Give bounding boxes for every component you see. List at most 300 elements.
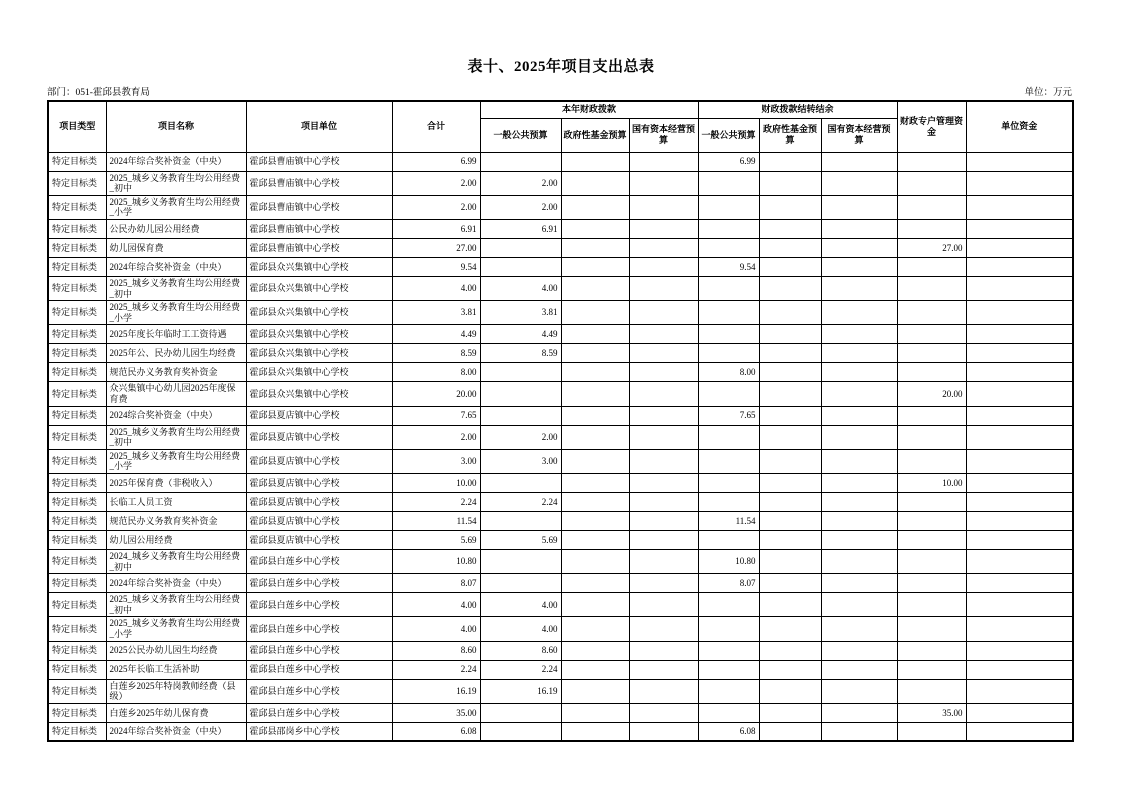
cell-co-gov-fund (759, 593, 821, 617)
cell-cy-gov-fund (561, 425, 629, 449)
cell-cy-general-public: 4.00 (480, 617, 561, 641)
cell-unit-funds (966, 593, 1073, 617)
cell-project-unit: 霍邱县众兴集镇中心学校 (246, 301, 392, 325)
cell-total: 10.80 (392, 550, 480, 574)
cell-total: 2.24 (392, 493, 480, 512)
cell-co-general-public: 11.54 (698, 512, 759, 531)
cell-project-unit: 霍邱县众兴集镇中心学校 (246, 276, 392, 300)
cell-project-unit: 霍邱县白莲乡中心学校 (246, 679, 392, 703)
cell-co-general-public (698, 493, 759, 512)
cell-cy-general-public (480, 550, 561, 574)
cell-total: 20.00 (392, 382, 480, 406)
cell-total: 4.00 (392, 593, 480, 617)
col-group-carryover: 财政拨款结转结余 (698, 101, 897, 118)
cell-project-name: 2025_城乡义务教育生均公用经费_初中 (106, 593, 246, 617)
cell-cy-gov-fund (561, 531, 629, 550)
col-header-cy-general-public: 一般公共预算 (480, 118, 561, 152)
cell-unit-funds (966, 219, 1073, 238)
table-row (48, 152, 1073, 171)
cell-co-gov-fund (759, 382, 821, 406)
cell-special-account (897, 363, 966, 382)
cell-special-account (897, 425, 966, 449)
cell-project-name: 2025年度长年临时工工资待遇 (106, 325, 246, 344)
cell-total: 5.69 (392, 531, 480, 550)
cell-project-unit: 霍邱县夏店镇中心学校 (246, 449, 392, 473)
cell-unit-funds (966, 344, 1073, 363)
cell-cy-general-public (480, 382, 561, 406)
cell-cy-state-capital (629, 679, 698, 703)
cell-cy-general-public (480, 406, 561, 425)
cell-cy-general-public (480, 703, 561, 722)
cell-cy-state-capital (629, 425, 698, 449)
cell-project-name: 2025_城乡义务教育生均公用经费_小学 (106, 449, 246, 473)
cell-total: 6.91 (392, 219, 480, 238)
cell-co-general-public (698, 382, 759, 406)
cell-cy-general-public (480, 574, 561, 593)
col-group-current-year: 本年财政拨款 (480, 101, 698, 118)
cell-special-account: 20.00 (897, 382, 966, 406)
cell-co-general-public (698, 425, 759, 449)
table-row (48, 679, 1073, 703)
cell-cy-general-public: 2.00 (480, 425, 561, 449)
cell-co-gov-fund (759, 363, 821, 382)
cell-project-type: 特定目标类 (48, 219, 106, 238)
page-title: 表十、2025年项目支出总表 (467, 59, 655, 75)
cell-project-name: 2024综合奖补资金（中央） (106, 406, 246, 425)
cell-cy-gov-fund (561, 382, 629, 406)
table-row (48, 219, 1073, 238)
cell-co-general-public (698, 703, 759, 722)
cell-cy-state-capital (629, 257, 698, 276)
cell-special-account (897, 722, 966, 741)
cell-project-type: 特定目标类 (48, 195, 106, 219)
cell-unit-funds (966, 195, 1073, 219)
cell-total: 16.19 (392, 679, 480, 703)
table-row (48, 641, 1073, 660)
cell-special-account (897, 276, 966, 300)
cell-cy-gov-fund (561, 171, 629, 195)
cell-co-state-capital (821, 325, 897, 344)
cell-co-general-public: 9.54 (698, 257, 759, 276)
cell-project-name: 2025_城乡义务教育生均公用经费_初中 (106, 425, 246, 449)
cell-project-type: 特定目标类 (48, 301, 106, 325)
table-row (48, 363, 1073, 382)
cell-unit-funds (966, 238, 1073, 257)
cell-project-type: 特定目标类 (48, 152, 106, 171)
cell-project-name: 白莲乡2025年幼儿保育费 (106, 703, 246, 722)
table-row (48, 406, 1073, 425)
cell-special-account: 27.00 (897, 238, 966, 257)
col-header-project-name: 项目名称 (106, 101, 246, 152)
cell-co-state-capital (821, 152, 897, 171)
cell-unit-funds (966, 425, 1073, 449)
cell-project-name: 2025年长临工生活补助 (106, 660, 246, 679)
cell-special-account (897, 550, 966, 574)
cell-total: 7.65 (392, 406, 480, 425)
cell-special-account (897, 593, 966, 617)
cell-project-type: 特定目标类 (48, 574, 106, 593)
cell-project-unit: 霍邱县曹庙镇中心学校 (246, 152, 392, 171)
cell-co-general-public (698, 449, 759, 473)
cell-special-account (897, 344, 966, 363)
cell-co-gov-fund (759, 679, 821, 703)
table-row (48, 593, 1073, 617)
cell-project-unit: 霍邱县白莲乡中心学校 (246, 641, 392, 660)
cell-special-account (897, 219, 966, 238)
department-label: 部门：051-霍邱县教育局 (47, 88, 150, 98)
cell-cy-state-capital (629, 531, 698, 550)
cell-project-name: 公民办幼儿园公用经费 (106, 219, 246, 238)
table-row (48, 325, 1073, 344)
cell-co-gov-fund (759, 550, 821, 574)
cell-cy-gov-fund (561, 257, 629, 276)
cell-special-account (897, 531, 966, 550)
cell-special-account (897, 406, 966, 425)
cell-cy-gov-fund (561, 219, 629, 238)
cell-special-account (897, 257, 966, 276)
cell-unit-funds (966, 703, 1073, 722)
cell-special-account (897, 171, 966, 195)
cell-special-account: 10.00 (897, 474, 966, 493)
cell-project-unit: 霍邱县白莲乡中心学校 (246, 617, 392, 641)
cell-project-name: 2025公民办幼儿园生均经费 (106, 641, 246, 660)
cell-cy-state-capital (629, 219, 698, 238)
cell-project-name: 规范民办义务教育奖补资金 (106, 512, 246, 531)
cell-unit-funds (966, 493, 1073, 512)
cell-total: 35.00 (392, 703, 480, 722)
cell-unit-funds (966, 406, 1073, 425)
cell-total: 9.54 (392, 257, 480, 276)
cell-total: 4.00 (392, 276, 480, 300)
cell-project-unit: 霍邱县众兴集镇中心学校 (246, 257, 392, 276)
cell-co-state-capital (821, 679, 897, 703)
cell-project-type: 特定目标类 (48, 406, 106, 425)
cell-cy-general-public: 2.24 (480, 493, 561, 512)
table-row (48, 171, 1073, 195)
cell-special-account (897, 325, 966, 344)
cell-cy-general-public: 2.24 (480, 660, 561, 679)
cell-cy-state-capital (629, 301, 698, 325)
cell-project-unit: 霍邱县众兴集镇中心学校 (246, 344, 392, 363)
cell-special-account (897, 574, 966, 593)
table-row (48, 238, 1073, 257)
cell-co-general-public (698, 474, 759, 493)
cell-cy-gov-fund (561, 474, 629, 493)
cell-cy-general-public: 8.59 (480, 344, 561, 363)
cell-cy-general-public: 2.00 (480, 195, 561, 219)
cell-cy-gov-fund (561, 406, 629, 425)
cell-co-state-capital (821, 301, 897, 325)
cell-cy-gov-fund (561, 276, 629, 300)
cell-total: 2.00 (392, 195, 480, 219)
cell-co-gov-fund (759, 574, 821, 593)
cell-cy-state-capital (629, 382, 698, 406)
cell-co-gov-fund (759, 152, 821, 171)
cell-cy-state-capital (629, 493, 698, 512)
cell-total: 8.07 (392, 574, 480, 593)
cell-co-state-capital (821, 406, 897, 425)
cell-project-type: 特定目标类 (48, 679, 106, 703)
cell-co-gov-fund (759, 276, 821, 300)
cell-unit-funds (966, 474, 1073, 493)
cell-project-type: 特定目标类 (48, 550, 106, 574)
cell-project-unit: 霍邱县夏店镇中心学校 (246, 531, 392, 550)
cell-project-unit: 霍邱县白莲乡中心学校 (246, 660, 392, 679)
cell-co-gov-fund (759, 195, 821, 219)
cell-cy-state-capital (629, 152, 698, 171)
table-row (48, 493, 1073, 512)
col-header-project-type: 项目类型 (48, 101, 106, 152)
table-row (48, 703, 1073, 722)
cell-co-general-public: 8.07 (698, 574, 759, 593)
cell-co-state-capital (821, 512, 897, 531)
cell-co-general-public (698, 195, 759, 219)
cell-cy-general-public (480, 512, 561, 531)
cell-cy-state-capital (629, 238, 698, 257)
cell-cy-general-public: 8.60 (480, 641, 561, 660)
cell-unit-funds (966, 276, 1073, 300)
cell-cy-gov-fund (561, 679, 629, 703)
cell-cy-gov-fund (561, 593, 629, 617)
cell-project-type: 特定目标类 (48, 512, 106, 531)
cell-project-type: 特定目标类 (48, 171, 106, 195)
cell-co-general-public (698, 171, 759, 195)
cell-special-account (897, 152, 966, 171)
cell-co-gov-fund (759, 219, 821, 238)
cell-project-type: 特定目标类 (48, 425, 106, 449)
cell-co-gov-fund (759, 703, 821, 722)
cell-cy-state-capital (629, 722, 698, 741)
cell-cy-state-capital (629, 276, 698, 300)
cell-total: 2.00 (392, 171, 480, 195)
cell-cy-state-capital (629, 474, 698, 493)
cell-cy-gov-fund (561, 238, 629, 257)
cell-cy-gov-fund (561, 325, 629, 344)
cell-co-gov-fund (759, 660, 821, 679)
cell-cy-state-capital (629, 550, 698, 574)
cell-co-gov-fund (759, 301, 821, 325)
cell-unit-funds (966, 325, 1073, 344)
cell-cy-general-public (480, 257, 561, 276)
cell-unit-funds (966, 641, 1073, 660)
table-row (48, 301, 1073, 325)
cell-total: 11.54 (392, 512, 480, 531)
cell-cy-gov-fund (561, 574, 629, 593)
cell-project-unit: 霍邱县白莲乡中心学校 (246, 574, 392, 593)
cell-unit-funds (966, 660, 1073, 679)
cell-co-general-public (698, 301, 759, 325)
table-row (48, 425, 1073, 449)
cell-unit-funds (966, 679, 1073, 703)
cell-special-account (897, 641, 966, 660)
cell-unit-funds (966, 382, 1073, 406)
cell-project-name: 2025_城乡义务教育生均公用经费_小学 (106, 195, 246, 219)
cell-project-type: 特定目标类 (48, 474, 106, 493)
cell-co-general-public: 8.00 (698, 363, 759, 382)
cell-project-unit: 霍邱县夏店镇中心学校 (246, 474, 392, 493)
col-header-special-account: 财政专户管理资金 (897, 101, 966, 152)
cell-co-state-capital (821, 425, 897, 449)
cell-co-gov-fund (759, 493, 821, 512)
cell-total: 4.00 (392, 617, 480, 641)
cell-co-state-capital (821, 449, 897, 473)
cell-cy-gov-fund (561, 301, 629, 325)
cell-cy-gov-fund (561, 617, 629, 641)
cell-unit-funds (966, 363, 1073, 382)
cell-project-unit: 霍邱县邵岗乡中心学校 (246, 722, 392, 741)
cell-co-gov-fund (759, 406, 821, 425)
cell-project-type: 特定目标类 (48, 722, 106, 741)
cell-special-account (897, 301, 966, 325)
cell-co-gov-fund (759, 425, 821, 449)
cell-unit-funds (966, 171, 1073, 195)
cell-co-gov-fund (759, 171, 821, 195)
cell-co-state-capital (821, 474, 897, 493)
cell-co-gov-fund (759, 474, 821, 493)
cell-cy-state-capital (629, 449, 698, 473)
table-row (48, 722, 1073, 741)
cell-cy-state-capital (629, 593, 698, 617)
cell-cy-state-capital (629, 363, 698, 382)
table-row (48, 531, 1073, 550)
cell-total: 3.81 (392, 301, 480, 325)
cell-cy-state-capital (629, 641, 698, 660)
col-header-project-unit: 项目单位 (246, 101, 392, 152)
cell-co-gov-fund (759, 325, 821, 344)
cell-cy-gov-fund (561, 493, 629, 512)
cell-special-account (897, 679, 966, 703)
cell-total: 2.24 (392, 660, 480, 679)
cell-cy-gov-fund (561, 660, 629, 679)
cell-project-type: 特定目标类 (48, 660, 106, 679)
table-row (48, 195, 1073, 219)
cell-cy-general-public (480, 474, 561, 493)
cell-cy-general-public: 4.00 (480, 593, 561, 617)
cell-project-unit: 霍邱县夏店镇中心学校 (246, 425, 392, 449)
cell-co-general-public: 6.08 (698, 722, 759, 741)
cell-co-general-public (698, 617, 759, 641)
cell-project-type: 特定目标类 (48, 363, 106, 382)
cell-project-unit: 霍邱县夏店镇中心学校 (246, 493, 392, 512)
cell-unit-funds (966, 257, 1073, 276)
table-row (48, 512, 1073, 531)
table-row (48, 382, 1073, 406)
cell-project-type: 特定目标类 (48, 344, 106, 363)
cell-cy-general-public (480, 238, 561, 257)
cell-project-type: 特定目标类 (48, 617, 106, 641)
cell-project-type: 特定目标类 (48, 593, 106, 617)
cell-co-general-public (698, 660, 759, 679)
cell-project-name: 2025_城乡义务教育生均公用经费_小学 (106, 301, 246, 325)
cell-cy-general-public (480, 363, 561, 382)
cell-unit-funds (966, 617, 1073, 641)
cell-cy-state-capital (629, 703, 698, 722)
cell-project-unit: 霍邱县曹庙镇中心学校 (246, 171, 392, 195)
cell-project-name: 众兴集镇中心幼儿园2025年度保育费 (106, 382, 246, 406)
cell-project-unit: 霍邱县众兴集镇中心学校 (246, 363, 392, 382)
cell-total: 8.60 (392, 641, 480, 660)
cell-co-state-capital (821, 238, 897, 257)
cell-co-gov-fund (759, 617, 821, 641)
cell-project-name: 2025_城乡义务教育生均公用经费_初中 (106, 276, 246, 300)
cell-co-general-public (698, 641, 759, 660)
cell-project-name: 2025_城乡义务教育生均公用经费_小学 (106, 617, 246, 641)
table-row (48, 617, 1073, 641)
cell-unit-funds (966, 152, 1073, 171)
cell-unit-funds (966, 449, 1073, 473)
cell-total: 6.08 (392, 722, 480, 741)
table-row (48, 660, 1073, 679)
cell-cy-state-capital (629, 512, 698, 531)
cell-project-unit: 霍邱县白莲乡中心学校 (246, 703, 392, 722)
cell-project-unit: 霍邱县曹庙镇中心学校 (246, 238, 392, 257)
table-meta (47, 84, 1072, 98)
cell-project-name: 2024年综合奖补资金（中央） (106, 152, 246, 171)
cell-cy-general-public: 2.00 (480, 171, 561, 195)
col-header-co-state-capital: 国有资本经营预算 (821, 118, 897, 152)
cell-co-general-public (698, 219, 759, 238)
cell-co-general-public (698, 325, 759, 344)
col-header-unit-funds: 单位资金 (966, 101, 1073, 152)
cell-project-unit: 霍邱县曹庙镇中心学校 (246, 195, 392, 219)
cell-co-state-capital (821, 382, 897, 406)
cell-cy-general-public (480, 722, 561, 741)
table-header (48, 101, 1073, 152)
cell-unit-funds (966, 531, 1073, 550)
cell-cy-gov-fund (561, 641, 629, 660)
cell-cy-gov-fund (561, 722, 629, 741)
cell-co-state-capital (821, 574, 897, 593)
cell-special-account (897, 493, 966, 512)
cell-co-state-capital (821, 195, 897, 219)
cell-total: 4.49 (392, 325, 480, 344)
cell-project-name: 幼儿园保育费 (106, 238, 246, 257)
cell-co-state-capital (821, 617, 897, 641)
cell-cy-state-capital (629, 171, 698, 195)
cell-cy-state-capital (629, 406, 698, 425)
table-row (48, 474, 1073, 493)
table-row (48, 449, 1073, 473)
cell-special-account: 35.00 (897, 703, 966, 722)
cell-project-type: 特定目标类 (48, 276, 106, 300)
cell-total: 27.00 (392, 238, 480, 257)
cell-project-name: 2025年公、民办幼儿园生均经费 (106, 344, 246, 363)
cell-cy-gov-fund (561, 550, 629, 574)
col-header-co-general-public: 一般公共预算 (698, 118, 759, 152)
cell-cy-gov-fund (561, 363, 629, 382)
cell-project-type: 特定目标类 (48, 382, 106, 406)
cell-co-general-public (698, 593, 759, 617)
cell-co-state-capital (821, 531, 897, 550)
cell-co-general-public: 6.99 (698, 152, 759, 171)
cell-project-name: 白莲乡2025年特岗教师经费（县级） (106, 679, 246, 703)
cell-project-unit: 霍邱县众兴集镇中心学校 (246, 382, 392, 406)
cell-co-general-public (698, 238, 759, 257)
cell-co-gov-fund (759, 722, 821, 741)
cell-project-unit: 霍邱县众兴集镇中心学校 (246, 325, 392, 344)
cell-cy-state-capital (629, 574, 698, 593)
cell-co-state-capital (821, 660, 897, 679)
table-row (48, 574, 1073, 593)
cell-unit-funds (966, 722, 1073, 741)
table-row (48, 550, 1073, 574)
cell-co-state-capital (821, 171, 897, 195)
cell-special-account (897, 195, 966, 219)
cell-unit-funds (966, 550, 1073, 574)
cell-project-name: 2024年综合奖补资金（中央） (106, 722, 246, 741)
col-header-cy-gov-fund: 政府性基金预算 (561, 118, 629, 152)
col-header-total: 合计 (392, 101, 480, 152)
